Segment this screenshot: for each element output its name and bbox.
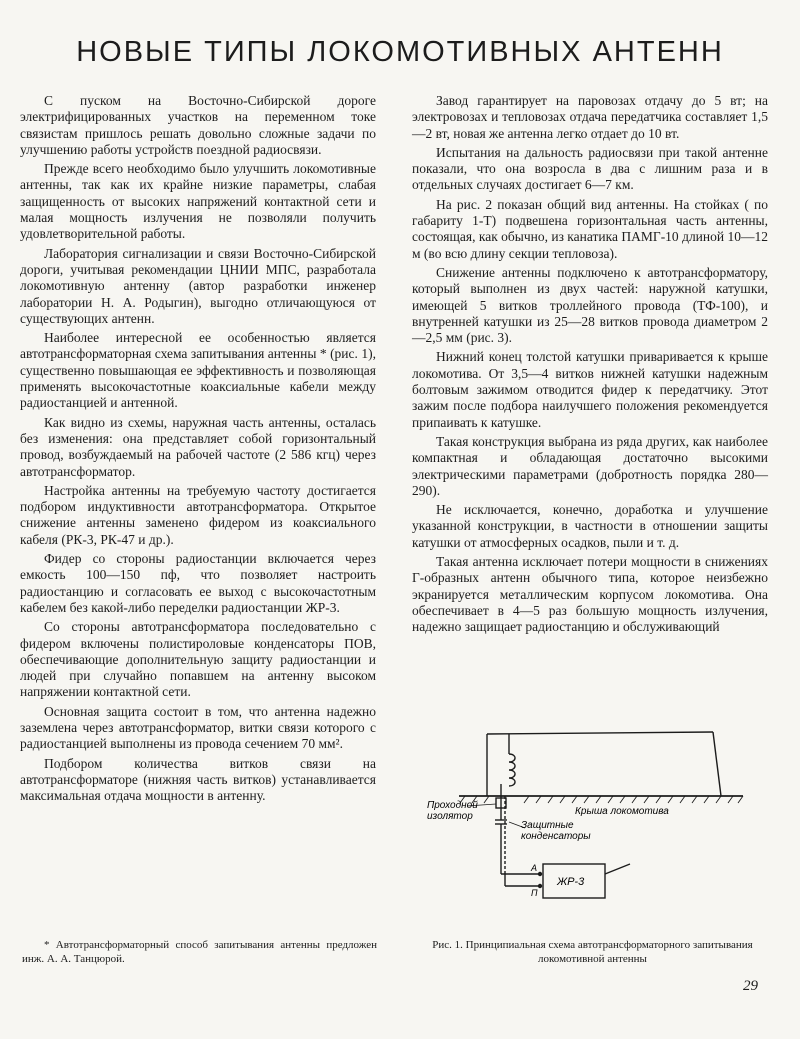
antenna-schematic-diagram [425, 724, 770, 924]
paragraph: Как видно из схемы, наружная часть антенны, осталась без изменения: она представляет собой горизонтальный провод, возбуждаемый на рабочей частоте (2 586 кгц) через автотрансформатор. [20, 414, 376, 479]
antenna-wire [487, 732, 713, 734]
paragraph: Настройка антенны на требуемую частоту достигается подбором индуктивности автотрансформатора. Открытое снижение антенны заменено фидером из коаксиального кабеля (РК-3, РК-47 и др.). [20, 482, 376, 547]
page-number: 29 [743, 978, 758, 994]
left-column [20, 93, 376, 807]
antenna-schematic-figure [425, 724, 770, 924]
paragraph: Наиболее интересной ее особенностью является автотрансформаторная схема запитывания антенны * (рис. 1), существенно повышающая ее эффективность и позволяющая применять высокочастотные коаксиальные кабели между радиостанцией и антенной. [20, 330, 376, 411]
paragraph: Такая антенна исключает потери мощности в снижениях Г-образных антенн обычного типа, которое неизбежно экранируется металлическим корпусом локомотива. Она обеспечивает в 4—5 раз большую мощность излучения, надежно защищает радиостанцию и обслуживающий [412, 554, 768, 635]
terminal-dot [538, 884, 542, 888]
radio-antenna-input [605, 864, 630, 874]
paragraph: Такая конструкция выбрана из ряда других, как наиболее компактная и обладающая достаточно высокими электрическими параметрами (добротность порядка 280—290). [412, 433, 768, 498]
paragraph: С пуском на Восточно-Сибирской дороге электрифицированных участков на переменном токе связистам пришлось решать довольно сложные задачи по улучшению работы устройств поездной радиосвязи. [20, 93, 376, 157]
capacitors-label-1: Защитные [521, 820, 574, 831]
paragraph: На рис. 2 показан общий вид антенны. На стойках ( по габариту 1-Т) подвешена горизонтальная часть антенны, состоящая, как обычно, из канатика ПАМГ-10 длиной 10—12 м (во всю длину секции тепловоза). [412, 196, 768, 261]
paragraph: Завод гарантирует на паровозах отдачу до 5 вт; на электровозах и тепловозах отдача передатчика составляет 1,5—2 вт, новая же антенна легко отдает до 10 вт. [412, 93, 768, 141]
paragraph: Лаборатория сигнализации и связи Восточно-Сибирской дороги, учитывая рекомендации ЦНИИ МПС, разработала локомотивную антенну (автор разработки инженер лаборатории Н. А. Родыгин), выгодно отличающуюся от существующих антенн. [20, 245, 376, 326]
paragraph: Подбором количества витков связи на автотрансформаторе (нижняя часть витков) устанавливается максимальная отдача мощности в антенну. [20, 755, 376, 804]
paragraph: Основная защита состоит в том, что антенна надежно заземлена через автотрансформатор, витки связи которого с радиостанцией выполнены из провода сечением 70 мм². [20, 703, 376, 752]
insulator-label-2: изолятор [427, 811, 473, 822]
right-column [412, 93, 768, 639]
paragraph: Не исключается, конечно, доработка и улучшение указанной конструкции, в частности в отношении защиты катушки от атмосферных осадков, пыли и т. д. [412, 502, 768, 550]
terminal-p-label: П [531, 888, 538, 898]
figure-caption: Рис. 1. Принципиальная схема автотрансформаторного запитывания локомотивной антенны [432, 939, 753, 965]
capacitors-label-2: конденсаторы [521, 831, 591, 842]
paragraph: Фидер со стороны радиостанции включается через емкость 100—150 пф, что позволяет настроить радиостанцию и согласовать ее выход с высокочастотным кабелем без какой-либо переделки радиостанции ЖР-3. [20, 551, 376, 615]
footnote-text: * Автотрансформаторный способ запитывания антенны предложен инж. А. А. Танцюрой. [22, 939, 377, 965]
paragraph: Прежде всего необходимо было улучшить локомотивные антенны, так как их крайне низкие параметры, слабая защищенность от высоких напряжений контактной сети и малая мощность излучения не позволяли получить удовлетворительной работы. [20, 161, 376, 242]
paragraph: Испытания на дальность радиосвязи при такой антенне показали, что она возросла в два с лишним раза и в отдельных случаях достигает 6—7 км. [412, 144, 768, 193]
autotransformer-coil [509, 754, 515, 786]
paragraph: Нижний конец толстой катушки приваривается к крыше локомотива. От 3,5—4 витков нижней катушки надежным болтовым зажимом отводится фидер к передатчику. Этот зажим после подбора наилучшего положения рекомендуется припаивать к катушке. [412, 349, 768, 430]
article-title: НОВЫЕ ТИПЫ ЛОКОМОТИВНЫХ АНТЕНН [76, 36, 724, 68]
terminal-dot [538, 872, 542, 876]
paragraph: Со стороны автотрансформатора последовательно с фидером включены полистироловые конденсаторы ПОВ, обеспечивающие дополнительную защиту радиостанции и людей при случайно попавшем на антенну высоком напряжении контактной сети. [20, 619, 376, 700]
terminal-a-label: А [531, 863, 538, 873]
roof-label: Крыша локомотива [575, 806, 669, 817]
radio-label: ЖР-3 [557, 876, 585, 888]
insulator-label-1: Проходной [427, 800, 478, 811]
footnote [22, 938, 377, 966]
paragraph: Снижение антенны подключено к автотрансформатору, который выполнен из двух частей: наружной катушки, имеющей 5 витков троллейного провода (ТФ-100), и внутренней катушки из 25—28 витков провода диаметром 2—2,5 мм (рис. 3). [412, 264, 768, 346]
roof-hatching [460, 796, 743, 803]
right-mast [713, 732, 721, 796]
